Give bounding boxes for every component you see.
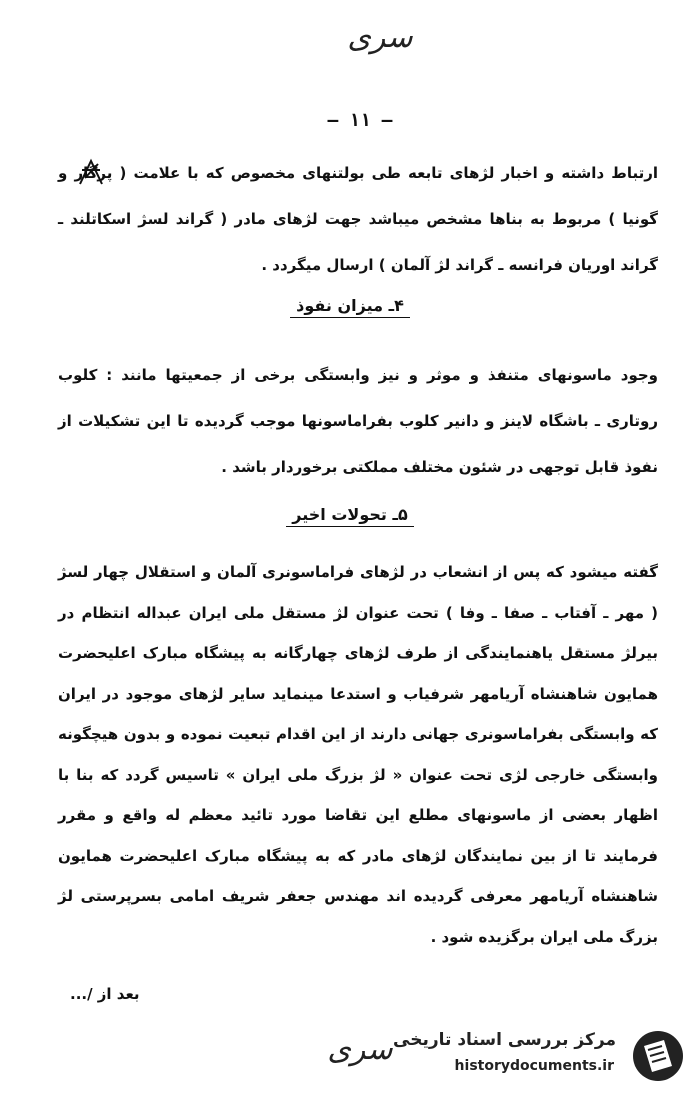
classification-top: سری — [347, 20, 413, 55]
archive-logo-icon — [630, 1028, 686, 1084]
watermark — [386, 1024, 686, 1086]
page-number: — ۱۱ — — [327, 110, 393, 131]
paragraph-1: ارتباط داشته و اخبار لژهای تابعه طی بولتنهای مخصوص که با علامت ( پرگار و گونیا ) مربوط به بناها مشخص میباشد جهت لژهای مادر ( گراند لسژ اسکاتلند ـ گراند اوریان فرانسه ـ گراند لژ آلمان ) ارسال میگردد . — [58, 164, 658, 274]
section-heading-4 — [200, 296, 500, 315]
paragraph-2: وجود ماسونهای متنفذ و موثر و نیز وابستگی برخی از جمعیتها مانند : کلوب روتاری ـ باشگاه لاینز و دانیر کلوب بفراماسونها موجب گردیده تا این تشکیلات از نفوذ قابل توجهی در شئون مختلف مملکتی برخوردار باشد . — [58, 366, 658, 476]
paragraph-3: گفته میشود که پس از انشعاب در لژهای فراماسونری آلمان و استقلال چهار لسژ ( مهر ـ آفتاب ـ صفا ـ وفا ) تحت عنوان لژ مستقل ملی ایران عبداله انتظام در بیرلژ مستقل یاهنمایندگی از طرف لژهای چهارگانه به پیشگاه مبارک اعلیحضرت همایون شاهنشاه آریامهر شرفیاب و استدعا مینماید سایر لژهای موجود در ایران که وابستگی بفراماسونری جهانی دارند از این اقدام تبعیت نموده و بدون هیچگونه وابستگی خارجی لژی تحت عنوان « لژ بزرگ ملی ایران » تاسیس گردد که بنا با اظهار بعضی از ماسونهای مطلع این تقاضا مورد تائید معظم له واقع و مقرر فرمایند تا از بین نمایندگان لژهای مادر که به پیشگاه مبارک اعلیحضرت همایون شاهنشاه آریامهر معرفی گردیده اند مهندس جعفر شریف امامی بسرپرستی لژ بزرگ ملی ایران برگزیده شود . — [58, 563, 658, 946]
watermark-url: historydocuments.ir — [454, 1058, 614, 1074]
section-heading-4-text: ۴ـ میزان نفوذ — [290, 296, 410, 318]
section-heading-5-text: ۵ـ تحولات اخیر — [286, 505, 413, 527]
classification-bottom: سری — [327, 1032, 393, 1067]
continuation-note: بعد از /... — [70, 985, 140, 1003]
section-heading-5 — [200, 505, 500, 524]
watermark-title: مرکز بررسی اسناد تاریخی — [393, 1030, 616, 1050]
